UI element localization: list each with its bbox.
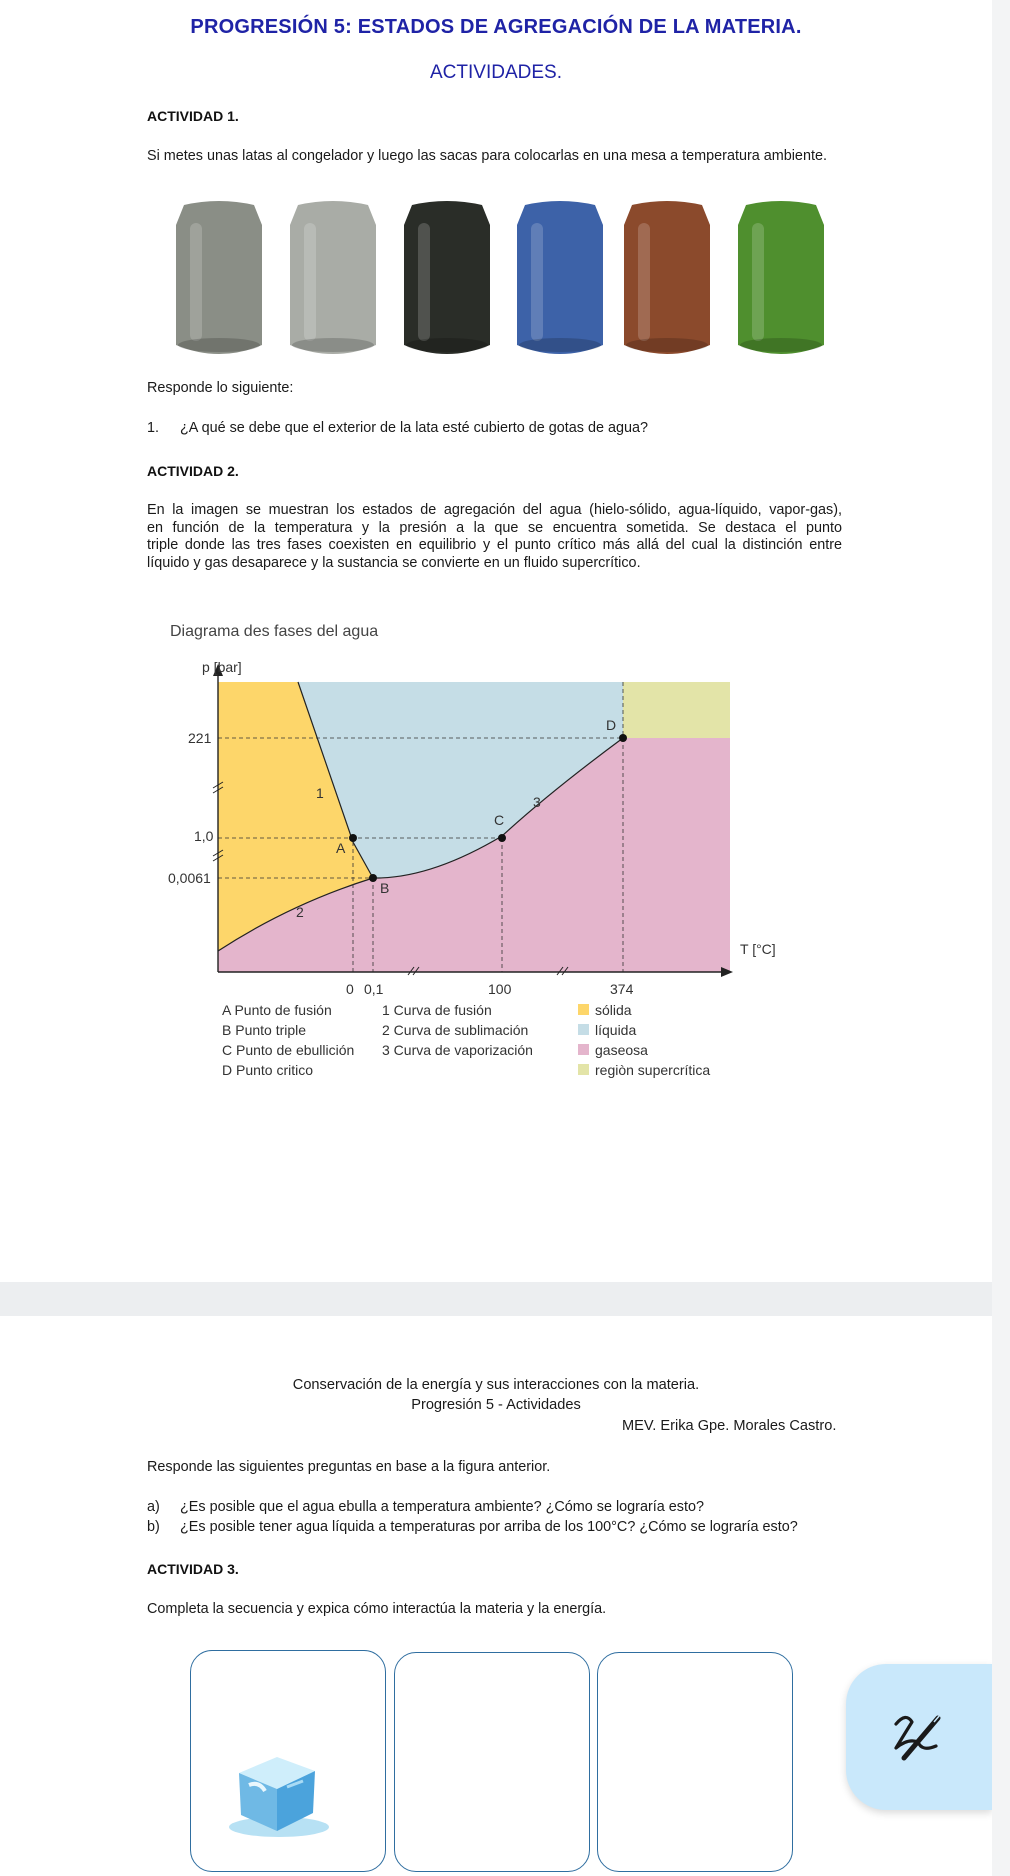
point-b-dot [369, 874, 377, 882]
x-tick-100: 100 [488, 981, 512, 997]
footer-header-line-1: Conservación de la energía y sus interacciones con la materia. [292, 1377, 700, 1393]
activity-2-line-1: En la imagen se muestran los estados de agregación del agua (hielo-sólido, agua-líquido, vapor-gas), [147, 502, 842, 518]
can-6-icon [738, 201, 824, 354]
x-axis-label: T [°C] [740, 941, 776, 957]
legend-region-supercritical: regiòn supercrítica [595, 1062, 711, 1078]
y-tick-221: 221 [188, 730, 212, 746]
y-tick-0006: 0,0061 [168, 870, 211, 886]
legend-curve-3: 3 Curva de vaporización [382, 1042, 533, 1058]
activity-3-label: ACTIVIDAD 3. [147, 1561, 239, 1577]
legend-point-c: C Punto de ebullición [222, 1042, 355, 1058]
legend-curve-1: 1 Curva de fusión [382, 1002, 492, 1018]
chart-title: Diagrama des fases del agua [170, 623, 379, 640]
legend-point-b: B Punto triple [222, 1022, 307, 1038]
legend-swatch-solid [578, 1004, 589, 1015]
activity-1-intro: Si metes unas latas al congelador y luego las sacas para colocarlas en una mesa a temperatura ambiente. [147, 148, 827, 164]
legend-point-a: A Punto de fusión [222, 1002, 332, 1018]
question-a: ¿Es posible que el agua ebulla a temperatura ambiente? ¿Cómo se lograría esto? [180, 1499, 704, 1515]
annotate-button[interactable] [846, 1664, 992, 1810]
ice-cube-icon [219, 1751, 329, 1841]
scrollbar[interactable] [992, 0, 1010, 1876]
question-a-label: a) [147, 1499, 160, 1515]
document-page-2 [0, 1316, 992, 1876]
footer-header-line-2: Progresión 5 - Actividades [411, 1397, 581, 1413]
region-supercritical [623, 682, 730, 738]
question-1: ¿A qué se debe que el exterior de la lata esté cubierto de gotas de agua? [180, 420, 649, 436]
legend-point-d: D Punto critico [222, 1062, 314, 1078]
curve-1-label: 1 [316, 785, 324, 801]
author-name: MEV. Erika Gpe. Morales Castro. [622, 1418, 837, 1434]
legend-swatch-liquid [578, 1024, 589, 1035]
y-axis-label: p [bar] [202, 659, 242, 675]
can-5-icon [624, 201, 710, 354]
activity-2-line-4: líquido y gas desaparece y la sustancia se convierte en un fluido supercrítico. [147, 554, 641, 571]
activity-2-text [147, 502, 842, 572]
legend-swatch-gas [578, 1044, 589, 1055]
page-title: PROGRESIÓN 5: ESTADOS DE AGREGACIÓN DE LA MATERIA. [190, 16, 802, 38]
x-tick-374: 374 [610, 981, 634, 997]
legend-region-liquid: líquida [595, 1022, 637, 1038]
questions-intro: Responde las siguientes preguntas en base a la figura anterior. [147, 1459, 551, 1475]
question-b: ¿Es posible tener agua líquida a temperaturas por arriba de los 100°C? ¿Cómo se lograría esto? [180, 1519, 798, 1535]
page-subtitle: ACTIVIDADES. [430, 62, 562, 83]
curve-2-label: 2 [296, 904, 304, 920]
activity-1-label: ACTIVIDAD 1. [147, 108, 239, 124]
can-2-icon [290, 201, 376, 354]
question-1-number: 1. [147, 420, 160, 436]
can-4-icon [517, 201, 603, 354]
point-c-label: C [494, 812, 505, 828]
activity-3-instruction: Completa la secuencia y expica cómo interactúa la materia y la energía. [147, 1601, 607, 1617]
cans-image [160, 195, 840, 365]
phase-diagram [160, 620, 800, 1090]
sequence-box-1[interactable] [190, 1650, 386, 1872]
sequence-box-3[interactable] [597, 1652, 793, 1872]
pen-edit-icon [888, 1708, 948, 1768]
point-d-dot [619, 734, 627, 742]
legend-region-gas: gaseosa [595, 1042, 648, 1058]
point-a-label: A [336, 840, 346, 856]
point-a-dot [349, 834, 357, 842]
curve-3-label: 3 [533, 794, 541, 810]
y-tick-1: 1,0 [194, 828, 214, 844]
prompt-text: Responde lo siguiente: [147, 380, 294, 396]
point-d-label: D [606, 717, 617, 733]
phase-diagram-svg [160, 620, 800, 1090]
activity-2-line-2: en función de la temperatura y la presión a la que se encuentra sometida. Se destaca el punto [147, 519, 842, 536]
can-3-icon [404, 201, 490, 354]
legend-region-solid: sólida [595, 1002, 632, 1018]
question-b-label: b) [147, 1519, 160, 1535]
x-tick-0: 0 [346, 981, 354, 997]
sequence-box-2[interactable] [394, 1652, 590, 1872]
can-1-icon [176, 201, 262, 354]
activity-2-label: ACTIVIDAD 2. [147, 463, 239, 479]
legend-swatch-supercritical [578, 1064, 589, 1075]
x-tick-01: 0,1 [364, 981, 384, 997]
point-b-label: B [380, 880, 390, 896]
legend-curve-2: 2 Curva de sublimación [382, 1022, 529, 1038]
point-c-dot [498, 834, 506, 842]
activity-2-line-3: triple donde las tres fases coexisten en equilibrio y el punto crítico más allá del cual la distinción entre [147, 537, 842, 554]
